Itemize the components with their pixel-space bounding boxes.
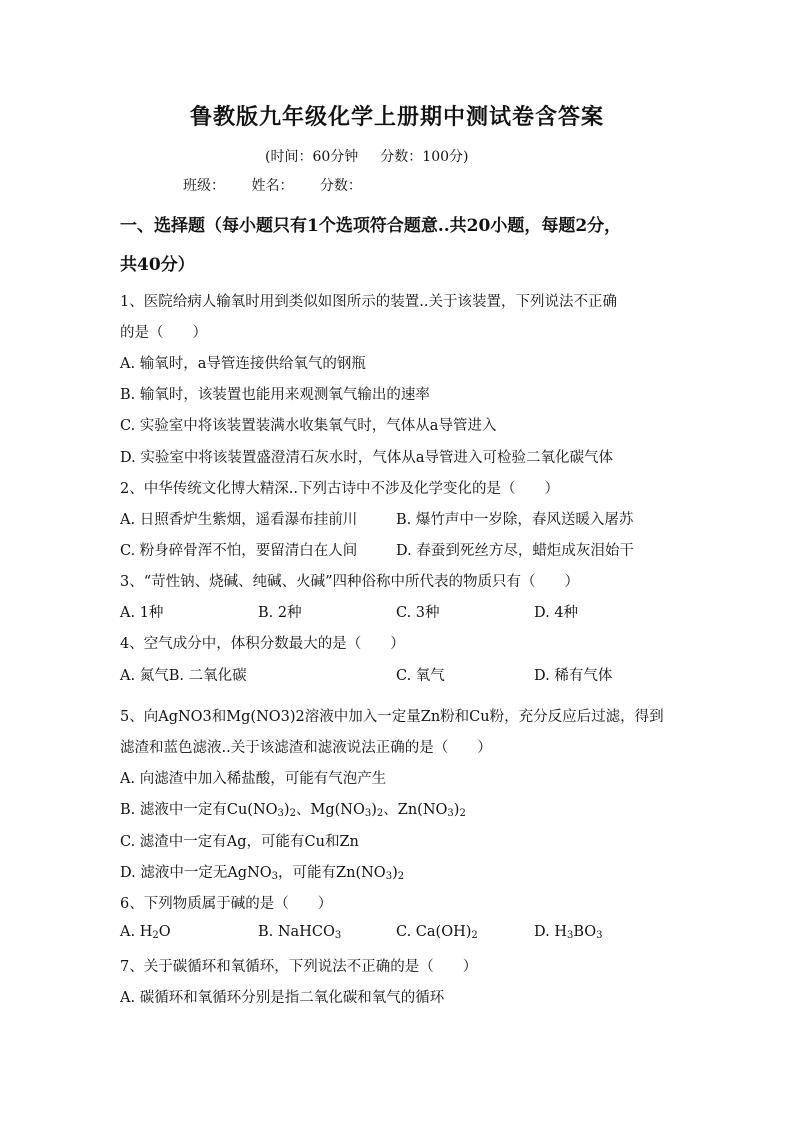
q2-stem: 2、中华传统文化博大精深..下列古诗中不涉及化学变化的是（ ）: [120, 481, 559, 497]
q4-stem: 4、空气成分中，体积分数最大的是（ ）: [120, 636, 405, 652]
q3-stem: 3、“苛性钠、烧碱、纯碱、火碱”四种俗称中所代表的物质只有（ ）: [120, 574, 580, 590]
q5-option-b: B. 滤液中一定有$Cu(NO_3)_2$、$Mg(NO_3)_2$、$Zn(NO_3)_2$: [120, 802, 466, 819]
q3-option-c: C. 3种: [396, 605, 440, 621]
section-heading: 一、选择题（每小题只有1个选项符合题意..共20小题，每题2分，: [120, 216, 622, 236]
q6-option-a: A. $H_2O$: [120, 924, 171, 941]
q4-option-d: D. 稀有气体: [534, 668, 613, 684]
q3-option-a: A. 1种: [120, 605, 164, 621]
q1-option-b: B. 输氧时，该装置也能用来观测氧气输出的速率: [120, 387, 430, 403]
q5-option-d: D. 滤液中一定无AgNO$_3$，可能有$Zn(NO_3)_2$: [120, 865, 405, 882]
q6-stem: 6、下列物质属于碱的是（ ）: [120, 896, 333, 912]
q1-stem: 1、医院给病人输氧时用到类似如图所示的装置..关于该装置，下列说法不正确: [120, 294, 617, 310]
q5-option-a: A. 向滤渣中加入稀盐酸，可能有气泡产生: [120, 771, 387, 787]
q2-option-b: B. 爆竹声中一岁除，春风送暖入屠苏: [396, 512, 634, 528]
score-field-label: 分数：: [319, 178, 362, 194]
q7-option-a: A. 碳循环和氧循环分别是指二氧化碳和氧气的循环: [120, 990, 445, 1006]
section-heading-cont: 共40分）: [120, 255, 195, 275]
q2-option-c: C. 粉身碎骨浑不怕，要留清白在人间: [120, 543, 358, 559]
q1-option-a: A. 输氧时，a导管连接供给氧气的钢瓶: [120, 356, 366, 372]
q4-option-ab: A. 氮气B. 二氧化碳: [120, 668, 247, 684]
q5-stem: 5、向AgNO3和Mg(NO3)2溶液中加入一定量Zn粉和Cu粉，充分反应后过滤，得到: [120, 709, 664, 725]
q1-stem-cont: 的是（ ）: [120, 325, 207, 341]
q5-option-c: C. 滤渣中一定有Ag，可能有Cu和Zn: [120, 834, 359, 850]
q2-option-a: A. 日照香炉生紫烟，遥看瀑布挂前川: [120, 512, 358, 528]
exam-total-score: 分数：100分): [380, 149, 469, 165]
q6-option-b: B. NaHCO$_3$: [258, 924, 342, 941]
exam-info: [265, 146, 468, 166]
class-field-label: 班级：: [183, 178, 225, 194]
q1-option-d: D. 实验室中将该装置盛澄清石灰水时，气体从a导管进入可检验二氧化碳气体: [120, 450, 613, 466]
q3-option-b: B. 2种: [258, 605, 302, 621]
student-fields: [183, 175, 384, 195]
q6-option-d: D. $H_3BO_3$: [534, 924, 603, 941]
q2-option-d: D. 春蚕到死丝方尽，蜡炬成灰泪始干: [396, 543, 634, 559]
q1-option-c: C. 实验室中将该装置装满水收集氧气时，气体从a导管进入: [120, 418, 497, 434]
q5-stem-cont: 滤渣和蓝色滤液..关于该滤渣和滤液说法正确的是（ ）: [120, 740, 492, 756]
name-field-label: 姓名：: [251, 178, 294, 194]
q7-stem: 7、关于碳循环和氧循环，下列说法不正确的是（ ）: [120, 959, 478, 975]
exam-time: (时间：60分钟: [265, 149, 359, 165]
q6-option-c: C. $Ca(OH)_2$: [396, 924, 478, 941]
page-title: 鲁教版九年级化学上册期中测试卷含答案: [189, 104, 604, 130]
q4-option-c: C. 氧气: [396, 668, 445, 684]
q3-option-d: D. 4种: [534, 605, 579, 621]
